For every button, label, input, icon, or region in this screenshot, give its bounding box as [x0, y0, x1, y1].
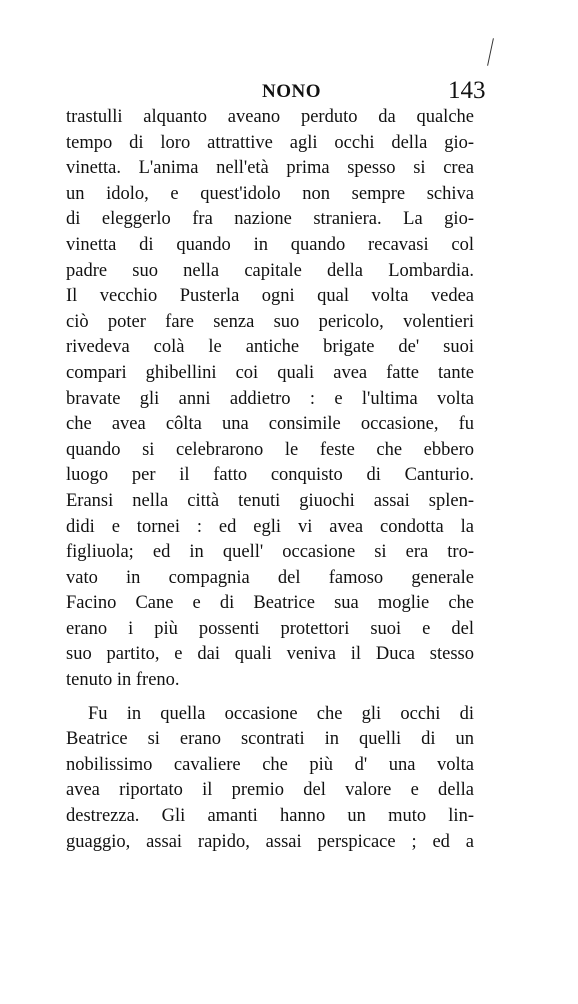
- running-title: NONO: [262, 81, 321, 102]
- text-line: Eransi nella città tenuti giuochi assai splen-: [66, 490, 474, 511]
- text-line: vinetta. L'anima nell'età prima spesso si crea: [66, 158, 474, 179]
- text-line: figliuola; ed in quell' occasione si era tro-: [66, 542, 474, 563]
- text-line: vato in compagnia del famoso generale: [66, 567, 474, 588]
- text-line: luogo per il fatto conquisto di Canturio.: [66, 465, 474, 486]
- text-line: quando si celebrarono le feste che ebbero: [66, 439, 474, 460]
- body-text: [66, 105, 474, 855]
- text-line: guaggio, assai rapido, assai perspicace ; ed a: [66, 831, 474, 852]
- text-line: rivedeva colà le antiche brigate de' suoi: [66, 337, 474, 358]
- page-number: 143: [448, 77, 486, 104]
- text-line: Fu in quella occasione che gli occhi di: [88, 703, 474, 724]
- text-line: compari ghibellini coi quali avea fatte tante: [66, 362, 474, 383]
- text-line: ciò poter fare senza suo pericolo, volentieri: [66, 311, 474, 332]
- paragraph-1: [66, 105, 474, 694]
- text-line: didi e tornei : ed egli vi avea condotta la: [66, 516, 474, 537]
- text-line: Beatrice si erano scontrati in quelli di un: [66, 729, 474, 750]
- text-line: destrezza. Gli amanti hanno un muto lin-: [66, 806, 474, 827]
- margin-pencil-mark: [487, 38, 494, 66]
- text-line: avea riportato il premio del valore e della: [66, 780, 474, 801]
- text-line: Facino Cane e di Beatrice sua moglie che: [66, 593, 474, 614]
- text-line: bravate gli anni addietro : e l'ultima volta: [66, 388, 474, 409]
- text-line: di eleggerlo fra nazione straniera. La gio-: [66, 209, 474, 230]
- text-line: erano i più possenti protettori suoi e del: [66, 618, 474, 639]
- text-line: trastulli alquanto aveano perduto da qualche: [66, 107, 474, 127]
- text-line: nobilissimo cavaliere che più d' una volta: [66, 754, 474, 775]
- text-line: un idolo, e quest'idolo non sempre schiva: [66, 183, 474, 204]
- text-line: vinetta di quando in quando recavasi col: [66, 234, 474, 255]
- text-line: tempo di loro attrattive agli occhi della gio-: [66, 132, 474, 153]
- text-line: che avea côlta una consimile occasione, fu: [66, 414, 474, 435]
- paragraph-2: [66, 702, 474, 856]
- text-line: padre suo nella capitale della Lombardia.: [66, 260, 474, 281]
- text-line: suo partito, e dai quali veniva il Duca stesso: [66, 644, 474, 665]
- text-line: tenuto in freno.: [66, 670, 180, 691]
- text-line: Il vecchio Pusterla ogni qual volta vedea: [66, 286, 474, 307]
